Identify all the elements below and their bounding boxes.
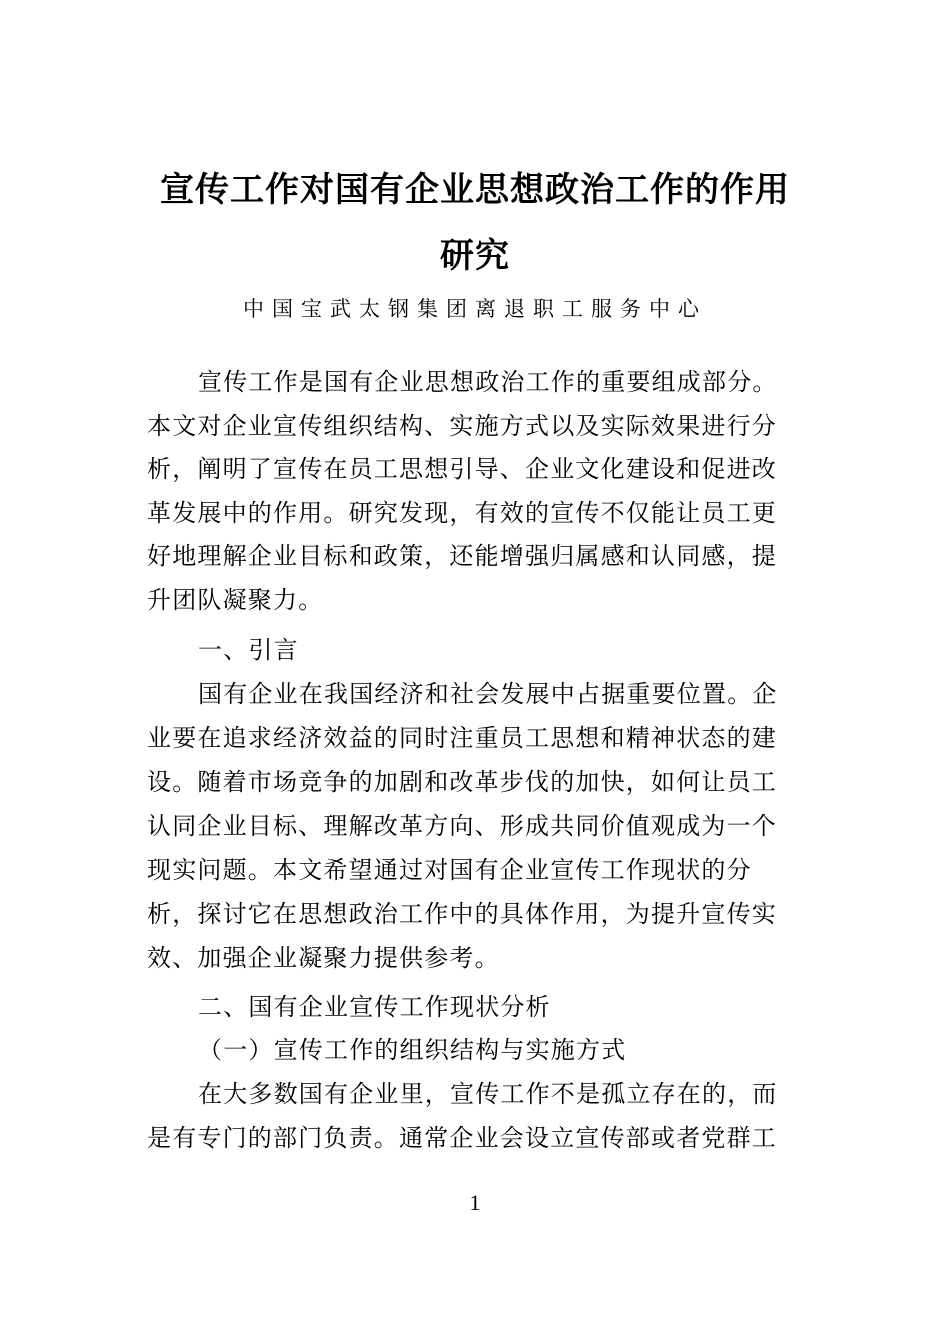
body-line: 在大多数国有企业里，宣传工作不是孤立存在的，而 — [198, 1080, 778, 1108]
body-line: 是有专门的部门负责。通常企业会设立宣传部或者党群工 — [147, 1124, 777, 1152]
document-title-line-2: 研究 — [440, 236, 510, 276]
body-line: 现实问题。本文希望通过对国有企业宣传工作现状的分 — [147, 856, 752, 884]
document-author: 中国宝武太钢集团离退职工服务中心 — [243, 297, 707, 321]
body-line: 认同企业目标、理解改革方向、形成共同价值观成为一个 — [147, 812, 777, 840]
body-line: 国有企业在我国经济和社会发展中占据重要位置。企 — [198, 680, 778, 708]
body-line: 革发展中的作用。研究发现，有效的宣传不仅能让员工更 — [147, 499, 777, 527]
body-line: （一）宣传工作的组织结构与实施方式 — [198, 1036, 627, 1064]
body-line: 宣传工作是国有企业思想政治工作的重要组成部分。 — [198, 368, 778, 396]
body-line: 本文对企业宣传组织结构、实施方式以及实际效果进行分 — [147, 412, 777, 440]
body-line: 一、引言 — [198, 636, 299, 664]
body-line: 析，阐明了宣传在员工思想引导、企业文化建设和促进改 — [147, 455, 777, 483]
body-line: 析，探讨它在思想政治工作中的具体作用，为提升宣传实 — [147, 900, 777, 928]
body-line: 好地理解企业目标和政策，还能增强归属感和认同感，提 — [147, 542, 777, 570]
body-line: 效、加强企业凝聚力提供参考。 — [147, 944, 500, 972]
page-number: 1 — [469, 1190, 481, 1215]
body-line: 二、国有企业宣传工作现状分析 — [198, 993, 551, 1021]
body-line: 升团队凝聚力。 — [147, 586, 324, 614]
body-line: 业要在追求经济效益的同时注重员工思想和精神状态的建 — [147, 724, 777, 752]
body-line: 设。随着市场竞争的加剧和改革步伐的加快，如何让员工 — [147, 768, 777, 796]
document-title-line-1: 宣传工作对国有企业思想政治工作的作用 — [160, 170, 790, 210]
